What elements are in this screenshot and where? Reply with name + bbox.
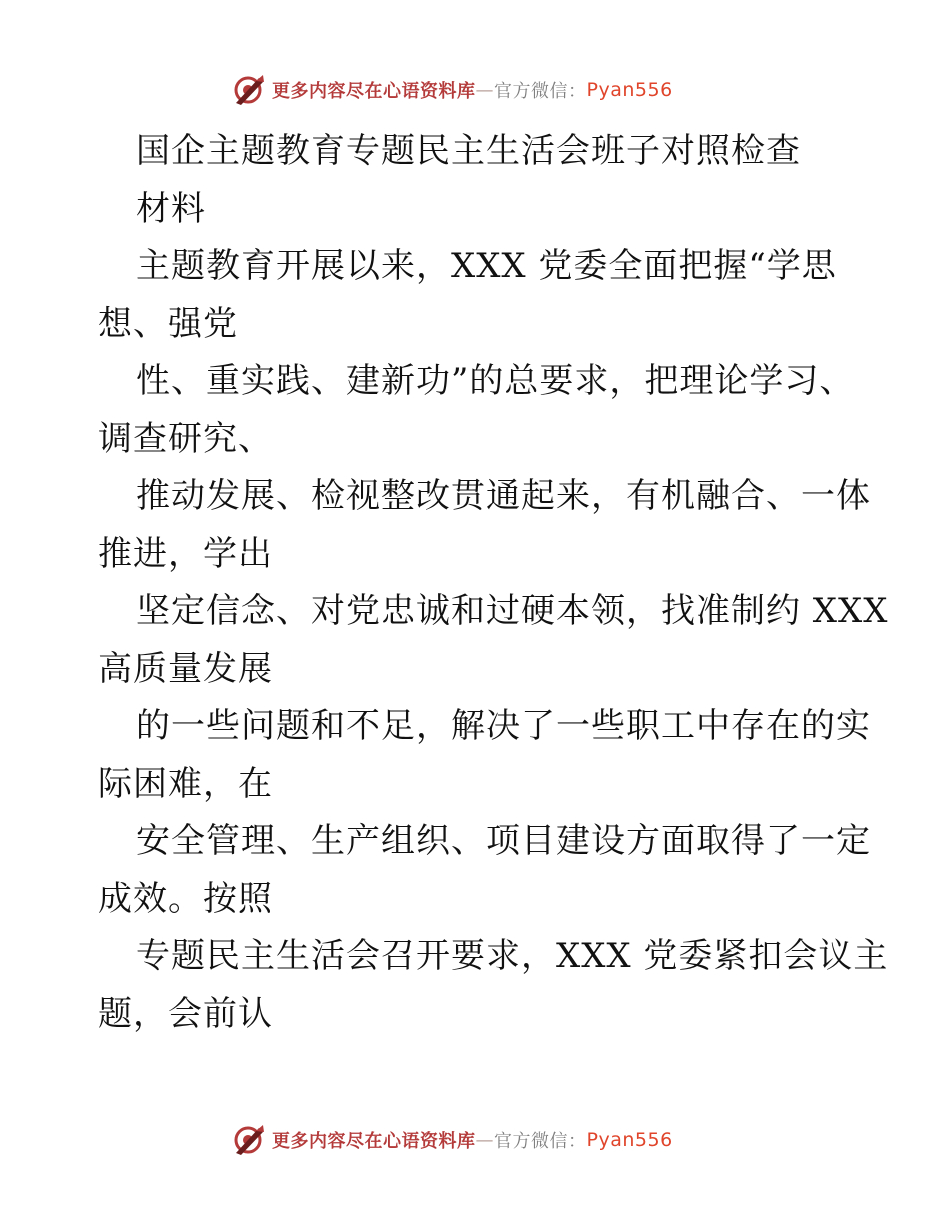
paragraph-line: 想、强党 xyxy=(98,303,238,344)
paragraph-line: 的一些问题和不足，解决了一些职工中存在的实 xyxy=(136,706,871,746)
paragraph-line: 成效。按照 xyxy=(98,878,273,919)
quill-logo-icon xyxy=(232,1123,266,1157)
footer-watermark xyxy=(232,1120,673,1160)
document-body xyxy=(98,123,889,1043)
header-watermark xyxy=(232,70,673,110)
paragraph-line: 际困难，在 xyxy=(98,763,273,804)
watermark-sub-text: 官方微信： xyxy=(494,81,587,102)
paragraph-line: 推进，学出 xyxy=(98,533,273,574)
paragraph-line: 调查研究、 xyxy=(98,418,273,459)
watermark-wechat-id: Pyan556 xyxy=(586,79,673,101)
paragraph-line: 性、重实践、建新功”的总要求，把理论学习、 xyxy=(136,361,855,401)
paragraph-line: 主题教育开展以来，XXX 党委全面把握“学思 xyxy=(136,246,837,286)
paragraph-line: 安全管理、生产组织、项目建设方面取得了一定 xyxy=(136,821,871,861)
document-title-line-2: 材料 xyxy=(136,188,206,229)
watermark-main-text: 更多内容尽在心语资料库 xyxy=(272,81,476,102)
paragraph-line: 专题民主生活会召开要求，XXX 党委紧扣会议主 xyxy=(136,936,889,976)
paragraph-line: 高质量发展 xyxy=(98,648,273,689)
watermark-dash: — xyxy=(475,1129,494,1151)
watermark-sub-text: 官方微信： xyxy=(494,1131,587,1152)
watermark-dash: — xyxy=(475,79,494,101)
quill-logo-icon xyxy=(232,73,266,107)
watermark-main-text: 更多内容尽在心语资料库 xyxy=(272,1131,476,1152)
paragraph-line: 题，会前认 xyxy=(98,993,273,1034)
document-title-line-1: 国企主题教育专题民主生活会班子对照检查 xyxy=(136,131,801,171)
paragraph-line: 坚定信念、对党忠诚和过硬本领，找准制约 XXX xyxy=(136,591,889,631)
paragraph-line: 推动发展、检视整改贯通起来，有机融合、一体 xyxy=(136,476,871,516)
watermark-wechat-id: Pyan556 xyxy=(586,1129,673,1151)
